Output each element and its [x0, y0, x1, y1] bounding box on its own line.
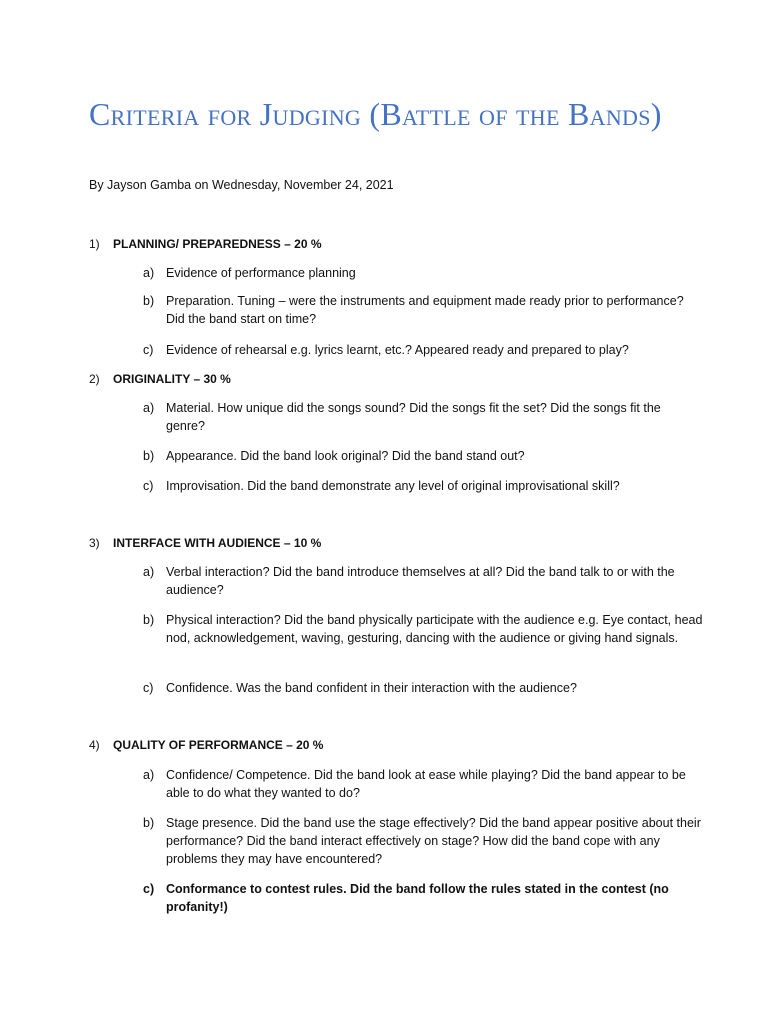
page-title: Criteria for Judging (Battle of the Bands) [89, 96, 662, 132]
section-number: 3) [89, 536, 100, 550]
item-letter: b) [143, 816, 155, 830]
section-heading-originality [89, 372, 231, 386]
item-letter: a) [143, 768, 155, 782]
list-item [143, 679, 703, 697]
item-letter: c) [143, 882, 155, 896]
item-letter: b) [143, 449, 155, 463]
section-number: 2) [89, 372, 100, 386]
section-heading-text: QUALITY OF PERFORMANCE – 20 % [113, 738, 324, 752]
item-text: Improvisation. Did the band demonstrate any level of original improvisational skill? [166, 479, 620, 493]
list-item [143, 477, 703, 495]
list-item [143, 880, 703, 916]
item-letter: c) [143, 681, 154, 695]
list-item [143, 341, 703, 359]
section-heading-planning [89, 237, 322, 251]
section-heading-text: PLANNING/ PREPAREDNESS – 20 % [113, 237, 322, 251]
item-text: Appearance. Did the band look original? Did the band stand out? [166, 449, 525, 463]
list-item [143, 563, 703, 599]
list-item [143, 611, 703, 647]
item-text: Conformance to contest rules. Did the band follow the rules stated in the contest (no profanity!) [166, 882, 669, 914]
list-item [143, 399, 703, 435]
item-text: Preparation. Tuning – were the instruments and equipment made ready prior to performance? Did the band start on time? [166, 294, 684, 326]
item-text: Confidence/ Competence. Did the band look at ease while playing? Did the band appear to be able to do what they wanted to do? [166, 768, 686, 800]
section-heading-interface [89, 536, 321, 550]
item-letter: c) [143, 343, 154, 357]
item-text: Evidence of performance planning [166, 266, 356, 280]
item-text: Evidence of rehearsal e.g. lyrics learnt, etc.? Appeared ready and prepared to play? [166, 343, 629, 357]
item-letter: c) [143, 479, 154, 493]
list-item [143, 766, 703, 802]
item-text: Verbal interaction? Did the band introduce themselves at all? Did the band talk to or with the audience? [166, 565, 675, 597]
item-letter: a) [143, 401, 155, 415]
list-item [143, 447, 703, 465]
section-heading-quality [89, 738, 323, 752]
list-item [143, 814, 703, 868]
section-number: 4) [89, 738, 100, 752]
byline: By Jayson Gamba on Wednesday, November 24, 2021 [89, 178, 394, 192]
item-text: Physical interaction? Did the band physically participate with the audience e.g. Eye contact, head nod, acknowledgement, waving, gesturing, dancing with the audience or giving hand signals. [166, 613, 703, 645]
item-letter: a) [143, 266, 155, 280]
item-text: Confidence. Was the band confident in their interaction with the audience? [166, 681, 577, 695]
section-heading-text: INTERFACE WITH AUDIENCE – 10 % [113, 536, 322, 550]
item-text: Stage presence. Did the band use the stage effectively? Did the band appear positive about their performance? Did the band interact effectively on stage? How did the band cope with any problems they may have encountered? [166, 816, 701, 866]
section-heading-text: ORIGINALITY – 30 % [113, 372, 231, 386]
item-letter: b) [143, 613, 155, 627]
item-letter: b) [143, 294, 155, 308]
list-item [143, 292, 703, 328]
item-text: Material. How unique did the songs sound? Did the songs fit the set? Did the songs fit the genre? [166, 401, 661, 433]
section-number: 1) [89, 237, 100, 251]
list-item [143, 264, 703, 282]
item-letter: a) [143, 565, 155, 579]
